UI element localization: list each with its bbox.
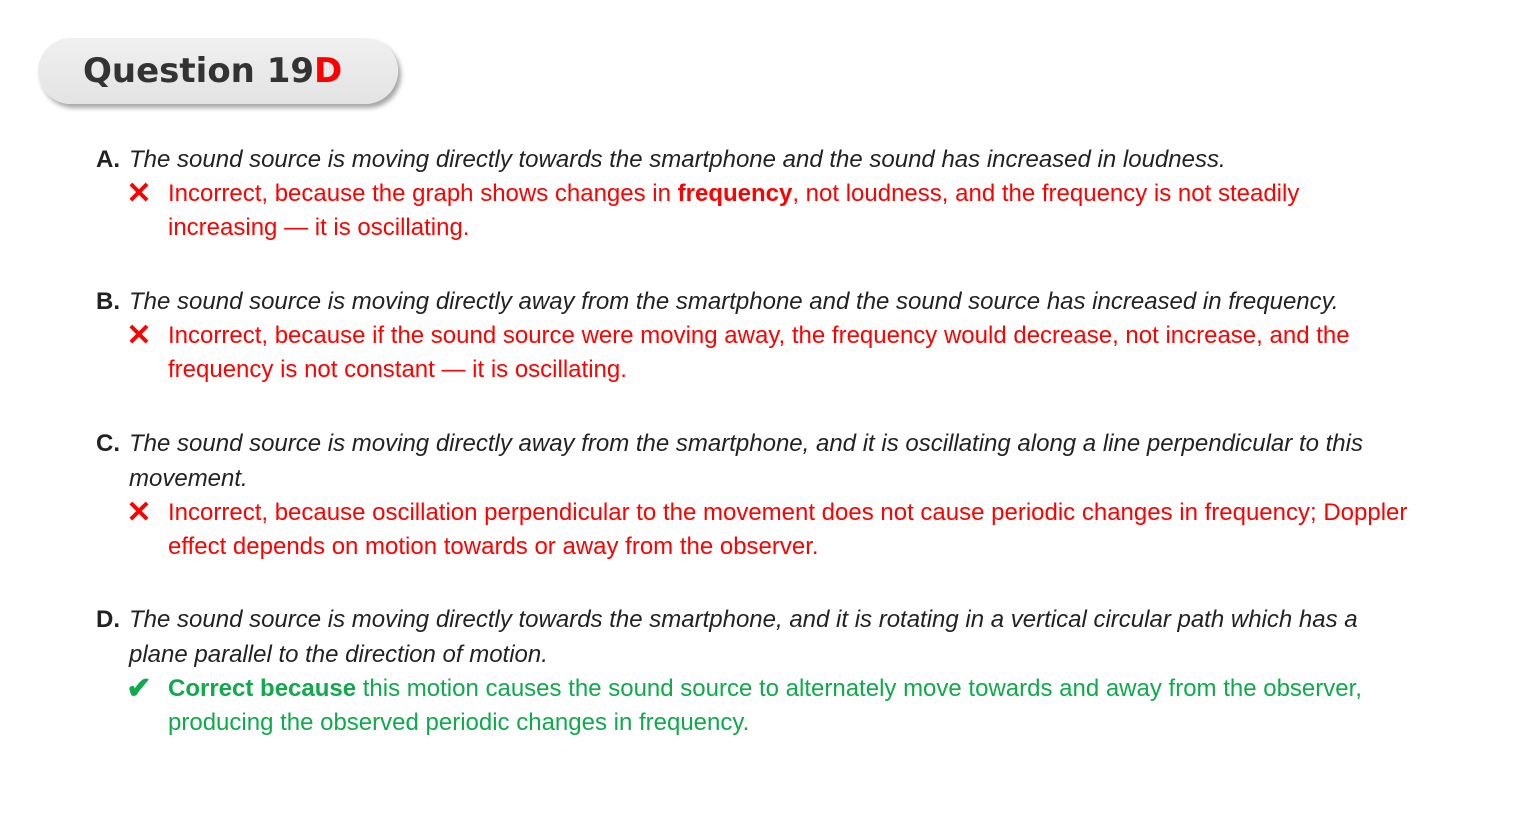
option-a [96, 142, 1496, 245]
option-letter: C. [96, 430, 120, 457]
cross-icon: ✕ [126, 496, 152, 529]
feedback-text: Incorrect, because oscillation perpendicular to the movement does not cause periodic changes in frequency; Doppler effect depends on motion towards or away from the observer. [168, 499, 1408, 560]
option-feedback [126, 672, 1438, 740]
feedback-emphasis: frequency [677, 180, 793, 207]
option-feedback [126, 319, 1378, 387]
feedback-text: Incorrect, because if the sound source were moving away, the frequency would decrease, not increase, and the frequency is not constant — it is oscillating. [168, 322, 1350, 383]
option-feedback [126, 177, 1368, 245]
option-b [96, 284, 1496, 387]
check-icon: ✔ [126, 672, 152, 705]
option-statement [96, 602, 1419, 672]
option-statement [96, 426, 1389, 496]
feedback-text-start: Incorrect, because the graph shows changes in [168, 180, 678, 207]
option-text: The sound source is moving directly towards the smartphone and the sound has increased in loudness. [129, 146, 1226, 173]
option-statement [96, 142, 1496, 177]
question-title-pill [38, 38, 398, 104]
option-text: The sound source is moving directly away from the smartphone and the sound source has increased in frequency. [129, 288, 1339, 315]
feedback-emphasis: Correct because [168, 675, 357, 702]
cross-icon: ✕ [126, 319, 152, 352]
option-c [96, 426, 1496, 564]
option-letter: A. [96, 146, 120, 173]
feedback-text: this motion causes the sound source to alternately move towards and away from the observer, producing the observed periodic changes in frequency. [168, 675, 1362, 736]
option-statement [96, 284, 1496, 319]
option-letter: B. [96, 288, 120, 315]
answer-letter: D [314, 51, 343, 91]
question-title: Question 19 [83, 51, 315, 91]
option-text: The sound source is moving directly away from the smartphone, and it is oscillating along a line perpendicular to this movement. [129, 430, 1363, 492]
option-d [96, 602, 1496, 740]
option-text: The sound source is moving directly towards the smartphone, and it is rotating in a vertical circular path which has a plane parallel to the direction of motion. [129, 606, 1358, 668]
cross-icon: ✕ [126, 177, 152, 210]
option-feedback [126, 496, 1408, 564]
feedback-text-end: , not loudness, and the frequency is not steadily increasing — it is oscillating. [168, 180, 1300, 241]
option-letter: D. [96, 606, 120, 633]
